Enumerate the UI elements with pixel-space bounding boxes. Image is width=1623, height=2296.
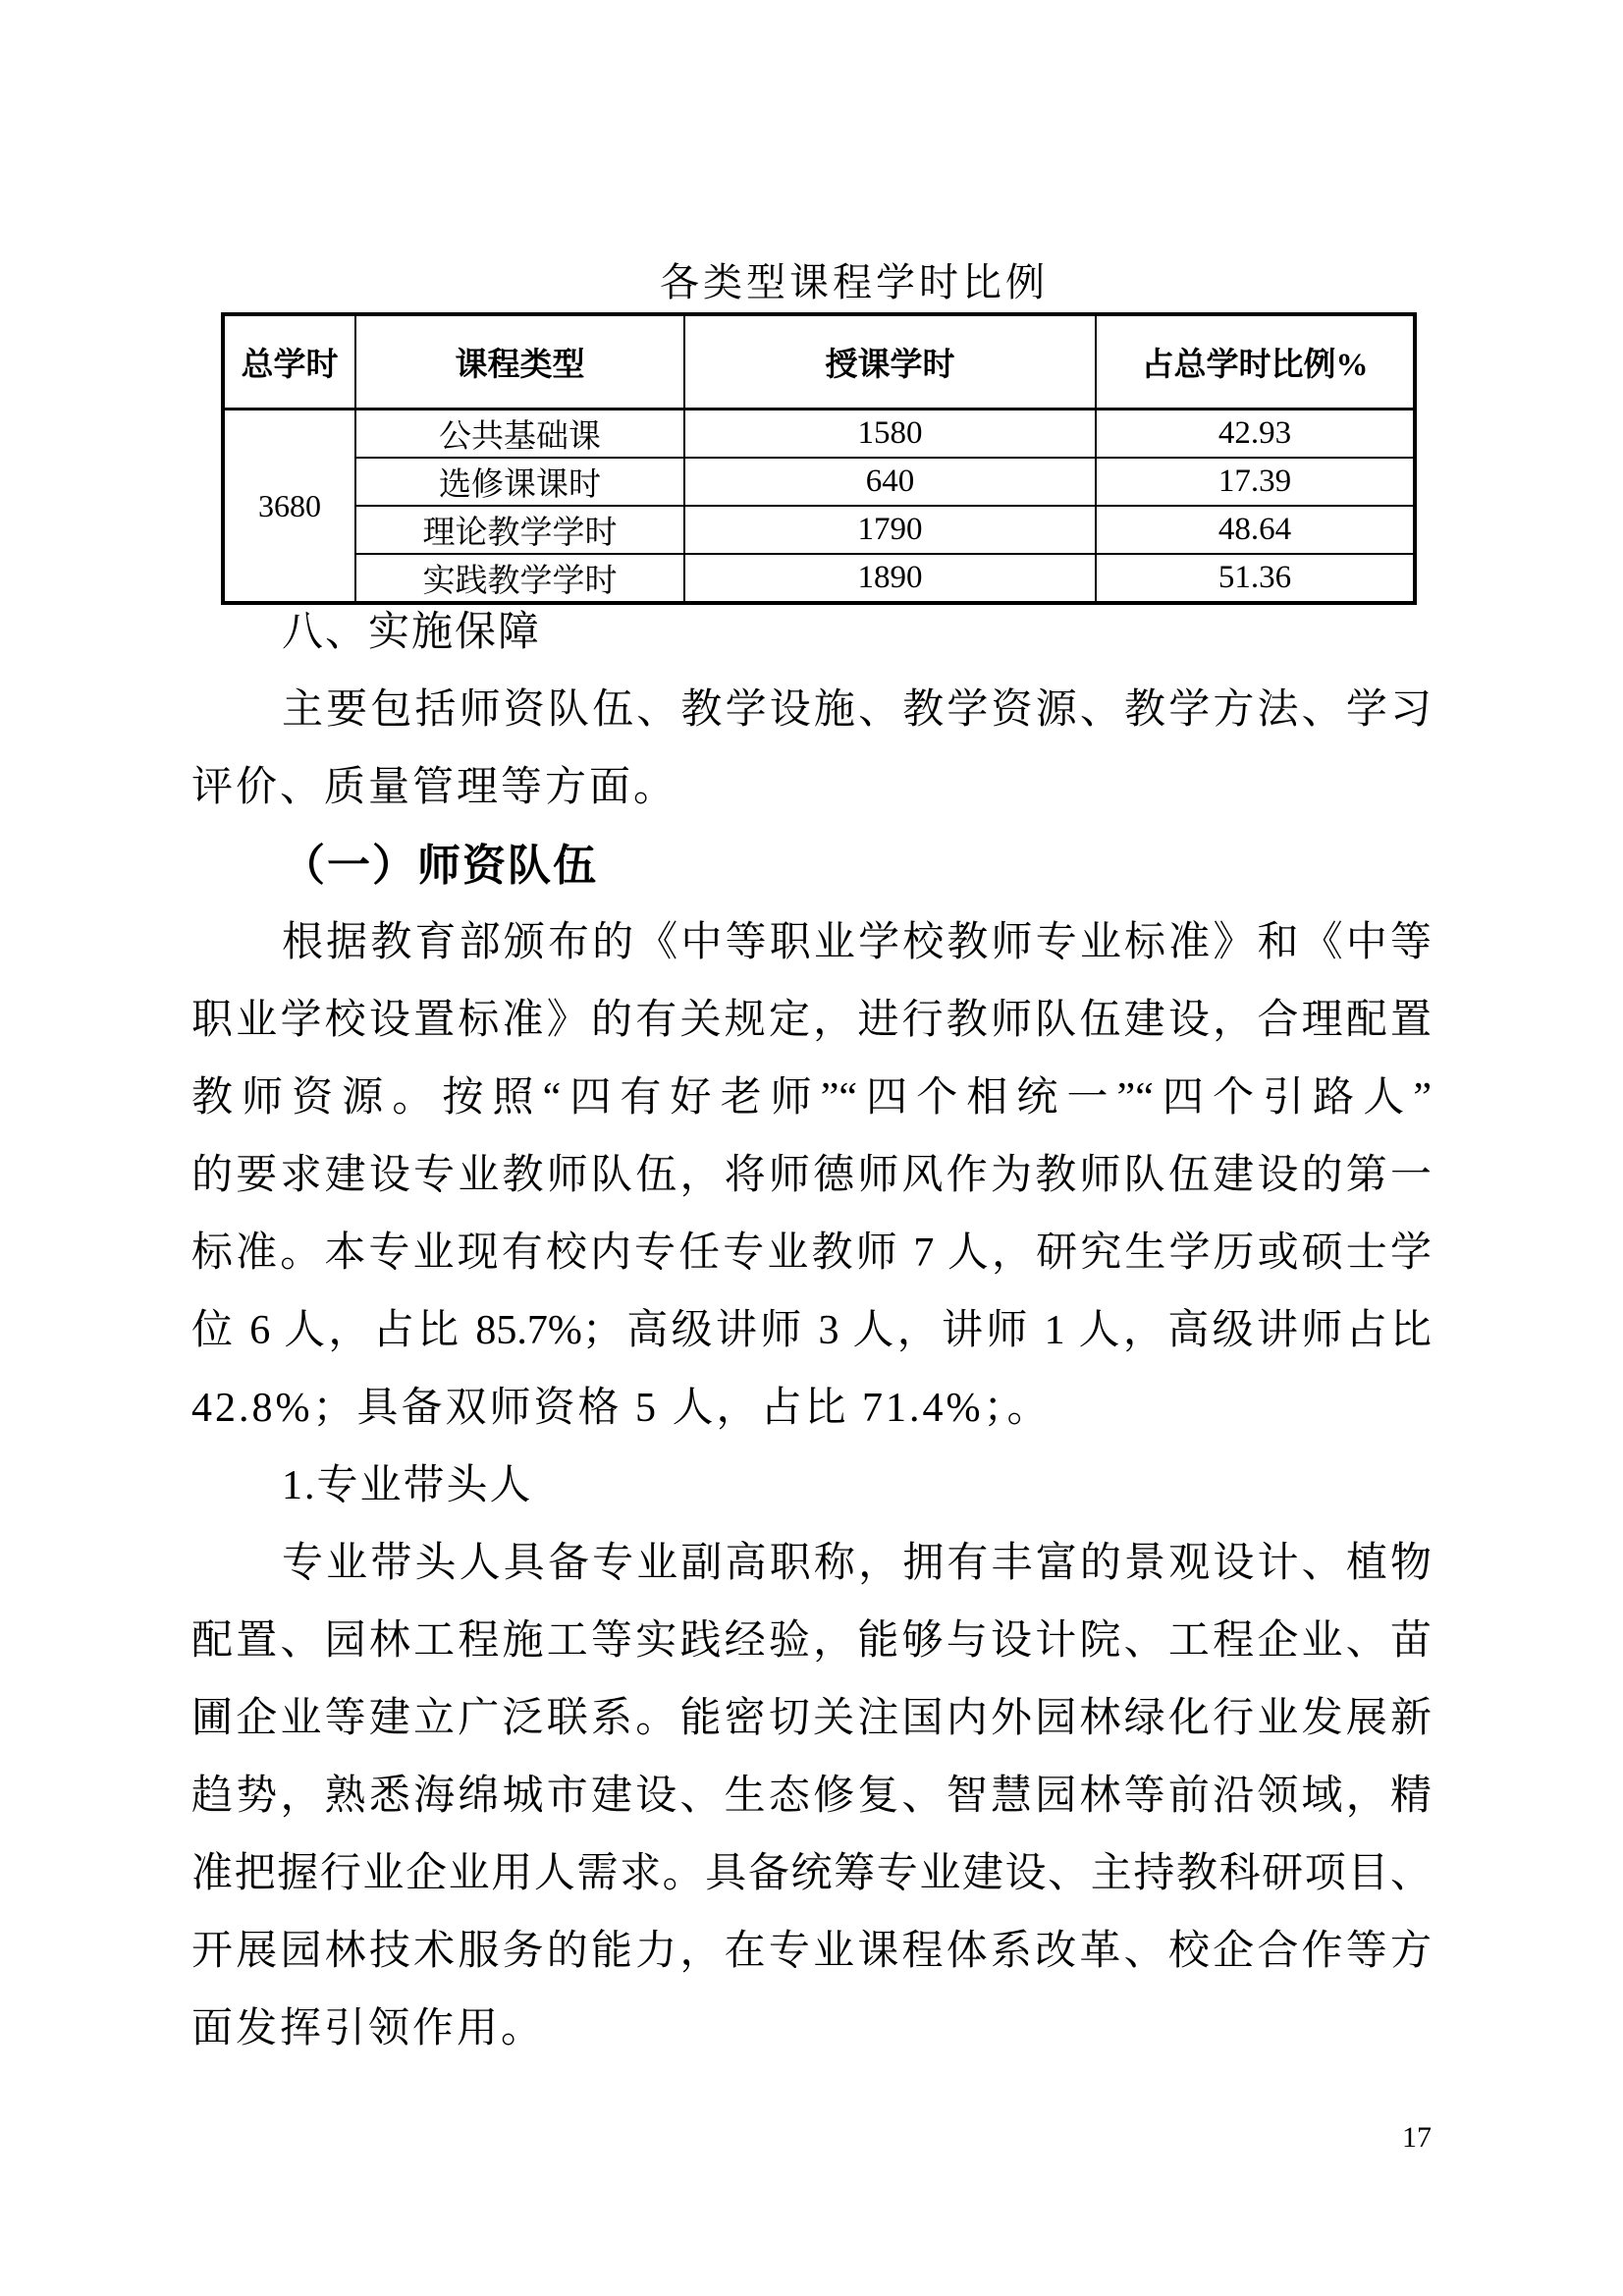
page-number: 17 bbox=[1402, 2121, 1432, 2154]
table-row bbox=[223, 410, 1415, 459]
total-hours-cell: 3680 bbox=[223, 410, 355, 604]
paragraph-line: 主要包括师资队伍、教学设施、教学资源、教学方法、学习 bbox=[282, 687, 1432, 733]
paragraph-line: 开展园林技术服务的能力，在专业课程体系改革、校企合作等方 bbox=[191, 1929, 1432, 1974]
cell-percent: 48.64 bbox=[1096, 506, 1415, 554]
table-row bbox=[223, 506, 1415, 554]
paragraph-line: 趋势，熟悉海绵城市建设、生态修复、智慧园林等前沿领域，精 bbox=[191, 1774, 1432, 1819]
cell-percent: 42.93 bbox=[1096, 410, 1415, 459]
paragraph-line: 42.8%；具备双师资格 5 人，占比 71.4%；。 bbox=[191, 1386, 1052, 1431]
paragraph-line: 配置、园林工程施工等实践经验，能够与设计院、工程企业、苗 bbox=[191, 1618, 1432, 1664]
cell-hours: 1890 bbox=[684, 554, 1096, 603]
cell-percent: 51.36 bbox=[1096, 554, 1415, 603]
paragraph-line: 准把握行业企业用人需求。具备统筹专业建设、主持教科研项目、 bbox=[191, 1851, 1432, 1896]
cell-hours: 640 bbox=[684, 458, 1096, 506]
cell-course-type: 选修课课时 bbox=[355, 458, 684, 506]
paragraph-line: 位 6 人，占比 85.7%；高级讲师 3 人，讲师 1 人，高级讲师占比 bbox=[191, 1308, 1432, 1353]
cell-percent: 17.39 bbox=[1096, 458, 1415, 506]
paragraph-line: 教师资源。按照“四有好老师”“四个相统一”“四个引路人” bbox=[191, 1075, 1432, 1121]
table-row bbox=[223, 458, 1415, 506]
cell-hours: 1580 bbox=[684, 410, 1096, 459]
cell-course-type: 公共基础课 bbox=[355, 410, 684, 459]
paragraph-line: 面发挥引领作用。 bbox=[191, 2006, 546, 2051]
table-title: 各类型课程学时比例 bbox=[660, 260, 1049, 304]
paragraph-line: 根据教育部颁布的《中等职业学校教师专业标准》和《中等 bbox=[282, 920, 1432, 965]
header-percent: 占总学时比例% bbox=[1096, 314, 1415, 410]
header-teach-hours: 授课学时 bbox=[684, 314, 1096, 410]
body-text bbox=[191, 594, 1432, 2068]
cell-course-type: 实践教学学时 bbox=[355, 554, 684, 603]
paragraph-line: 专业带头人具备专业副高职称，拥有丰富的景观设计、植物 bbox=[282, 1541, 1432, 1586]
table-header-row bbox=[223, 314, 1415, 410]
paragraph-line: 标准。本专业现有校内专任专业教师 7 人，研究生学历或硕士学 bbox=[191, 1230, 1432, 1276]
section-heading-implementation: 八、实施保障 bbox=[282, 610, 542, 655]
paragraph-line: 的要求建设专业教师队伍，将师德师风作为教师队伍建设的第一 bbox=[191, 1153, 1432, 1198]
cell-course-type: 理论教学学时 bbox=[355, 506, 684, 554]
paragraph-line: 评价、质量管理等方面。 bbox=[191, 765, 678, 810]
subheading-leader: 1.专业带头人 bbox=[282, 1463, 533, 1508]
paragraph-line: 圃企业等建立广泛联系。能密切关注国内外园林绿化行业发展新 bbox=[191, 1696, 1432, 1741]
header-course-type: 课程类型 bbox=[355, 314, 684, 410]
cell-hours: 1790 bbox=[684, 506, 1096, 554]
paragraph-line: 职业学校设置标准》的有关规定，进行教师队伍建设，合理配置 bbox=[191, 998, 1432, 1043]
course-hours-table bbox=[221, 312, 1417, 605]
subsection-heading-faculty: （一）师资队伍 bbox=[282, 842, 598, 890]
header-total-hours: 总学时 bbox=[223, 314, 355, 410]
